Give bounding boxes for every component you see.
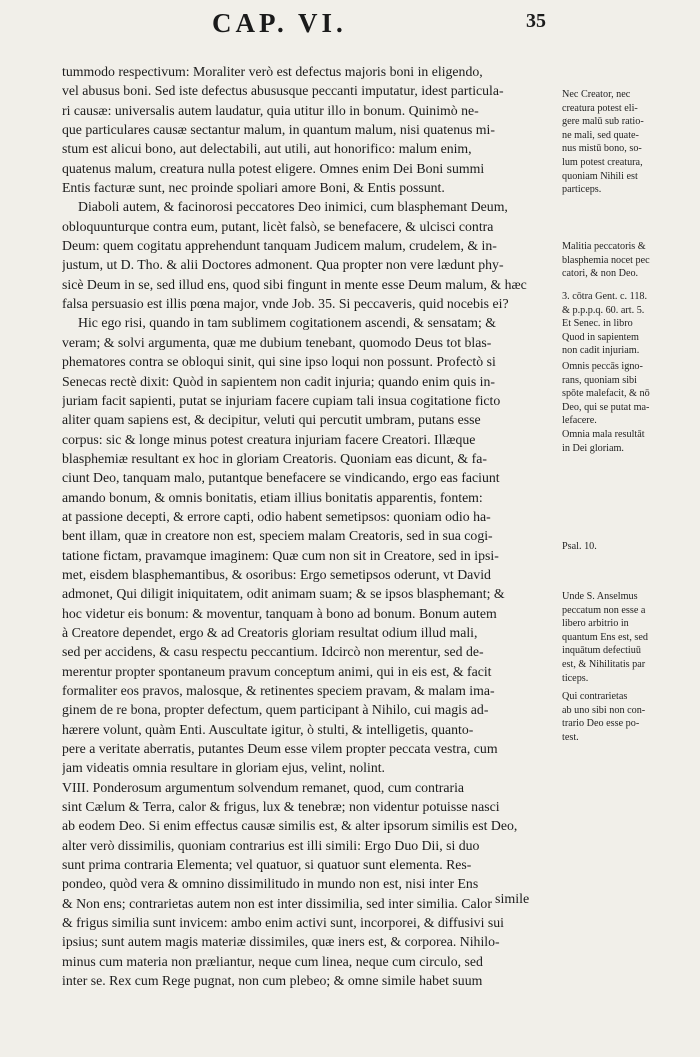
text-line: met, eisdem blasphemantibus, & osoribus: Ergo semetipsos oderunt, vt David	[62, 566, 491, 582]
text-line: falsa persuasio est illis pœna major, vnde Job. 35. Si peccaveris, quid nocebis ei?	[62, 296, 509, 312]
marginal-note-line: blasphemia nocet pec	[562, 254, 650, 266]
text-line: juriam facit sapienti, putat se injuriam facere cupiam tali insua cogitatione ficto	[62, 392, 501, 408]
marginal-note	[562, 88, 692, 197]
main-text-block	[62, 62, 554, 991]
marginal-note-line: 3. cōtra Gent. c. 118.	[562, 291, 648, 302]
catchword: simile	[495, 892, 530, 907]
marginal-note-line: test.	[562, 731, 579, 743]
text-line: ciunt Deo, tanquam malo, putantque benefacere se vindicando, ergo eas faciunt	[62, 470, 500, 486]
text-line: alter verò dissimilis, quoniam contrarius est illi simili: Ergo Duo Dii, si duo	[62, 837, 480, 853]
text-line: & Non ens; contrarietas autem non est inter dissimilia, sed inter similia. Calor	[62, 895, 492, 911]
text-line: amando bonum, & omnis bonitatis, etiam illius bonitatis apparentis, fontem:	[62, 489, 483, 505]
text-line: admonet, Qui diligit iniquitatem, odit animam suam; & se ipsos blasphemant; &	[62, 586, 505, 602]
text-line: pere a veritate aberratis, putantes Deum esse vilem propter peccata vestra, cum	[62, 741, 498, 757]
marginal-note-line: spōte malefacit, & nō	[562, 388, 650, 400]
text-line: justum, ut D. Tho. & alii Doctores admonent. Qua propter non vere lædunt phy-	[62, 257, 504, 273]
text-line: & frigus similia sunt invicem: ambo enim activi sunt, incorporei, & diffusivi sui	[62, 915, 504, 931]
chapter-heading: CAP. VI.	[212, 8, 347, 38]
text-line: hærere volunt, quàm Enti. Auscultate igitur, ò stulti, & intelligetis, quanto-	[62, 721, 474, 737]
text-line: sicè Deum in se, sed illud ens, quod sibi fingunt in mente esse Deum malum, & hæc	[62, 276, 527, 292]
text-line: veram; & solvi argumenta, quæ me dubium tenebant, quomodo Deus tot blas-	[62, 334, 492, 350]
text-line: Diaboli autem, & facinorosi peccatores Deo inimici, cum blasphemant Deum,	[78, 199, 508, 215]
marginal-note-line: Omnia mala resultāt	[562, 428, 645, 440]
marginal-note-line: libero arbitrio in	[562, 618, 629, 630]
marginal-note	[562, 540, 692, 554]
marginal-note-line: Et Senec. in libro	[562, 318, 633, 330]
marginal-note-line: rans, quoniam sibi	[562, 374, 637, 386]
text-line: inter se. Rex cum Rege pugnat, non cum plebeo; & omne simile habet suum	[62, 973, 483, 989]
marginal-note-line: gere malū sub ratio-	[562, 116, 644, 128]
page-number: 35	[526, 10, 546, 32]
marginal-note-line: Deo, qui se putat ma-	[562, 401, 650, 413]
text-line: ab eodem Deo. Si enim effectus causæ similis est, & alter ipsorum similis est Deo,	[62, 818, 518, 834]
running-head	[60, 8, 560, 40]
marginal-note-line: Quod in sapientem	[562, 331, 639, 343]
text-line: à Creatore dependet, ergo & ad Creatoris gloriam resultat odium illud mali,	[62, 624, 478, 640]
marginal-note	[562, 590, 692, 685]
text-line: jam videatis omnia resultare in gloriam ejus, velint, nolint.	[62, 760, 386, 776]
marginal-note-line: Qui contrarietas	[562, 691, 628, 702]
marginal-note-line: Psal. 10.	[562, 541, 597, 552]
marginal-note-line: ne mali, sed quate-	[562, 129, 639, 141]
marginal-note-line: non cadit injuriam.	[562, 345, 640, 357]
text-line: Hic ego risi, quando in tam sublimem cogitationem ascendi, & sensatam; &	[78, 315, 497, 331]
text-line: vel abusus boni. Sed iste defectus abususque peccanti imputatur, idest particula-	[62, 83, 504, 99]
marginal-note-line: Unde S. Anselmus	[562, 591, 638, 602]
marginal-note-line: particeps.	[562, 184, 602, 196]
text-line: corpus: sic & longe minus potest creatura injuriam facere Creatori. Illæque	[62, 431, 476, 447]
marginal-note-line: creatura potest eli-	[562, 102, 638, 114]
marginal-note-line: Malitia peccatoris &	[562, 241, 646, 252]
text-line: obloquunturque contra eum, putant, licèt falsò, se benefacere, & ulcisci contra	[62, 218, 494, 234]
marginal-note-line: ab uno sibi non con-	[562, 704, 646, 716]
marginal-note-line: est, & Nihilitatis par	[562, 658, 646, 670]
text-line: aliter quam sapiens est, & decipitur, veluti qui percutit umbram, putans esse	[62, 412, 481, 428]
text-line: tatione fictam, pravamque imaginem: Quæ cum non sit in Creatore, sed in ipsi-	[62, 547, 499, 563]
marginal-note	[562, 360, 692, 455]
marginal-note-line: inquātum defectiuū	[562, 645, 641, 657]
marginal-note-line: Nec Creator, nec	[562, 89, 631, 100]
marginal-note	[562, 290, 692, 358]
marginal-note-line: & p.p.p.q. 60. art. 5.	[562, 304, 645, 316]
text-line: hoc videtur eis bonum: & moventur, tanquam à bono ad bonum. Bonum autem	[62, 605, 497, 621]
marginal-note	[562, 690, 692, 744]
text-line: sed per accidens, & casu respectu peccantium. Idcircò non merentur, sed de-	[62, 644, 484, 660]
marginal-note-line: quantum Ens est, sed	[562, 631, 649, 643]
marginal-note-line: ticeps.	[562, 672, 589, 684]
text-line: VIII. Ponderosum argumentum solvendum remanet, quod, cum contraria	[62, 779, 465, 795]
text-line: blasphemiæ resultant ex hoc in gloriam Creatoris. Quoniam eas dicunt, & fa-	[62, 450, 487, 466]
text-line: at passione decepti, & errore capti, odio habent semetipsos: quoniam odio ha-	[62, 508, 491, 524]
text-line: merentur propter spontaneum pravum conceptum animi, qui in eis est, & facit	[62, 663, 492, 679]
text-line: phematores contra se obloqui sinit, qui sine ipso loqui non possunt. Profectò si	[62, 354, 496, 370]
text-line: tummodo respectivum: Moraliter verò est defectus majoris boni in eligendo,	[62, 64, 483, 79]
text-line: Entis facturæ sunt, nec proinde spoliari amore Boni, & Entis possunt.	[62, 180, 445, 196]
marginal-note-line: in Dei gloriam.	[562, 442, 624, 454]
text-line: sint Cælum & Terra, calor & frigus, lux & tenebræ; non videntur potuisse nasci	[62, 799, 500, 815]
marginal-note-line: Omnis peccās igno-	[562, 361, 643, 372]
text-line: stum est alicui bono, aut delectabili, aut utili, aut honorifico: malum enim,	[62, 141, 472, 157]
text-line: Deum: quem cogitatu apprehendunt tanquam Judicem malum, crudelem, & in-	[62, 238, 497, 254]
marginal-note-line: quoniam Nihili est	[562, 170, 638, 182]
text-line: sunt prima contraria Elementa; vel quatuor, si quatuor sunt elementa. Res-	[62, 857, 472, 873]
text-line: minus cum materia non præliantur, neque cum linea, neque cum circulo, sed	[62, 953, 483, 969]
text-line: formaliter eos pravos, malosque, & retinentes speciem pravam, & malam ima-	[62, 683, 495, 698]
marginal-note-line: peccatum non esse a	[562, 604, 646, 616]
marginal-note-line: nus mistū bono, so-	[562, 143, 642, 155]
text-line: quatenus malum, creatura nulla potest eligere. Omnes enim Dei Boni summi	[62, 160, 485, 176]
text-line: pondeo, quòd vera & omnino dissimilitudo in mundo non est, nisi inter Ens	[62, 876, 479, 892]
text-line: ipsius; sunt autem magis materiæ dissimiles, quæ iners est, & corporea. Nihilo-	[62, 934, 500, 950]
text-line: ri causæ: universalis autem laudatur, quia utitur illo in bonum. Quinimò ne-	[62, 102, 479, 118]
text-line: ginem de re bona, propter defectum, quem participant à Nihilo, cui magis ad-	[62, 702, 489, 718]
text-line: que particulares causæ sectantur malum, in quantum malum, nisi quatenus mi-	[62, 122, 495, 138]
text-line: bent illam, quæ in creatore non est, speciem malam Creatoris, sed in sua cogi-	[62, 528, 493, 544]
marginal-note	[562, 240, 692, 281]
marginal-note-line: lefacere.	[562, 415, 597, 427]
marginal-note-line: lum potest creatura,	[562, 156, 643, 168]
marginal-note-line: catori, & non Deo.	[562, 268, 639, 280]
text-line: Senecas rectè dixit: Quòd in sapientem non cadit injuria; quando enim quis in-	[62, 373, 495, 389]
marginal-note-line: trario Deo esse po-	[562, 718, 640, 730]
